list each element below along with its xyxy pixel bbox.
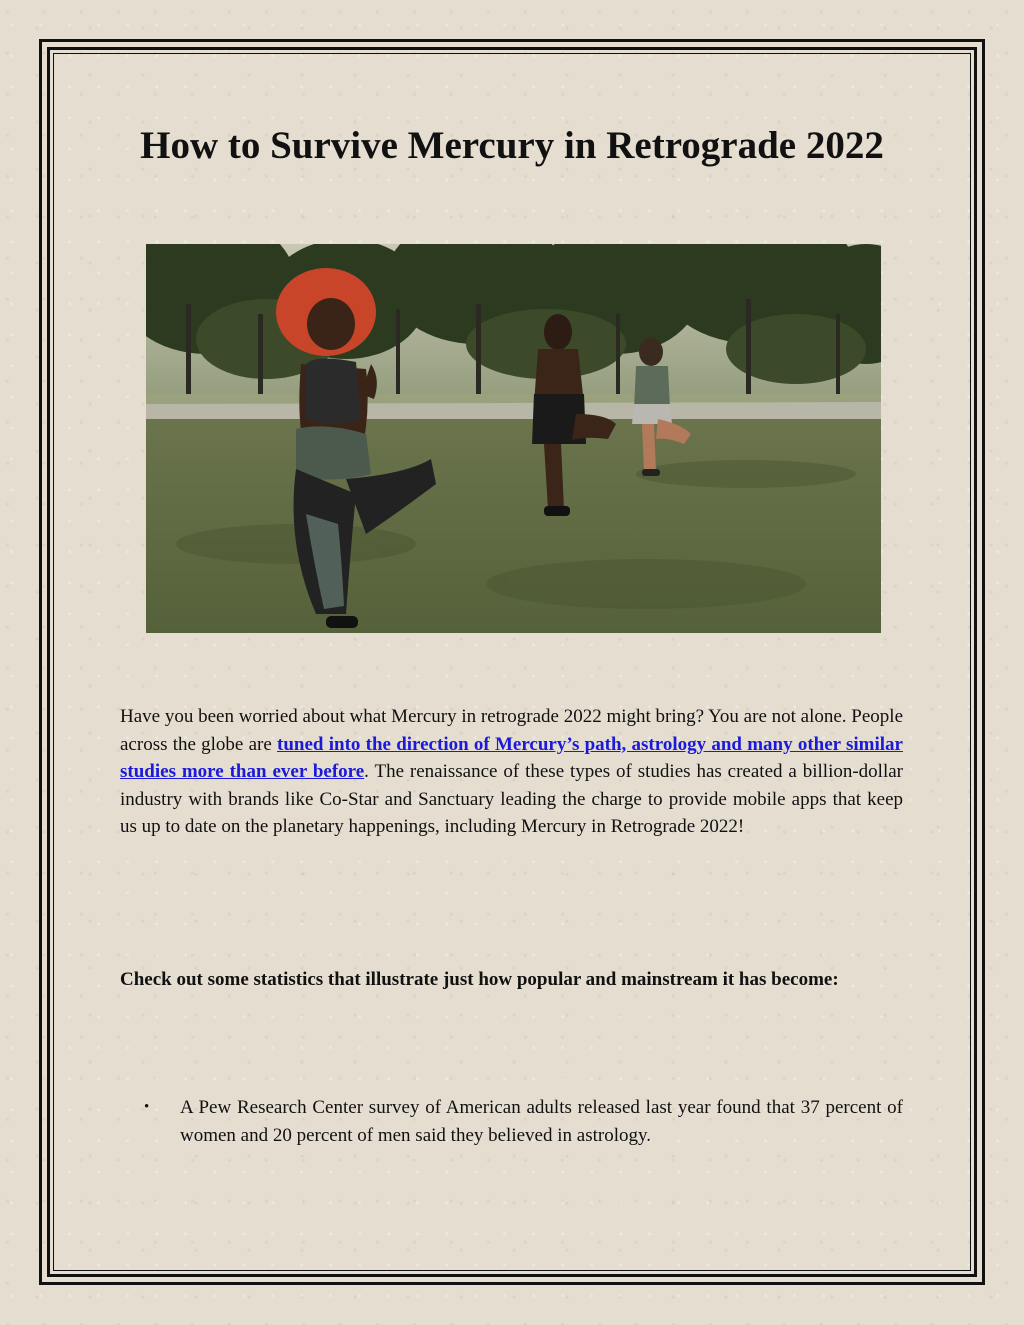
- stats-heading: Check out some statistics that illustrate just how popular and mainstream it has become:: [120, 969, 839, 990]
- stat-text: A Pew Research Center survey of American adults released last year found that 37 percent of women and 20 percent of men said they believed in astrology.: [180, 1097, 903, 1146]
- bullet-icon: •: [144, 1099, 150, 1115]
- page-border-inner: [47, 47, 977, 1277]
- stats-list: [120, 1094, 903, 1149]
- list-item: [120, 1094, 903, 1149]
- hero-photo: [146, 244, 881, 633]
- mercury-path-link[interactable]: tuned into the direction of Mercury’s path, astrology and many other similar studies more than ever before: [120, 733, 903, 782]
- intro-paragraph: [120, 703, 903, 841]
- page-title: How to Survive Mercury in Retrograde 2022: [140, 124, 884, 167]
- intro-text-end: . The renaissance of these types of studies has created a billion-dollar industry with brands like Co-Star and Sanctuary leading the charge to provide mobile apps that keep us up to date on the planetary happenings, including Mercury in Retrograde 2022!: [120, 761, 903, 837]
- intro-text-start: Have you been worried about what Mercury in retrograde 2022 might bring? You are not alone. People across the globe are: [120, 706, 904, 755]
- yoga-in-park-illustration: [146, 244, 881, 633]
